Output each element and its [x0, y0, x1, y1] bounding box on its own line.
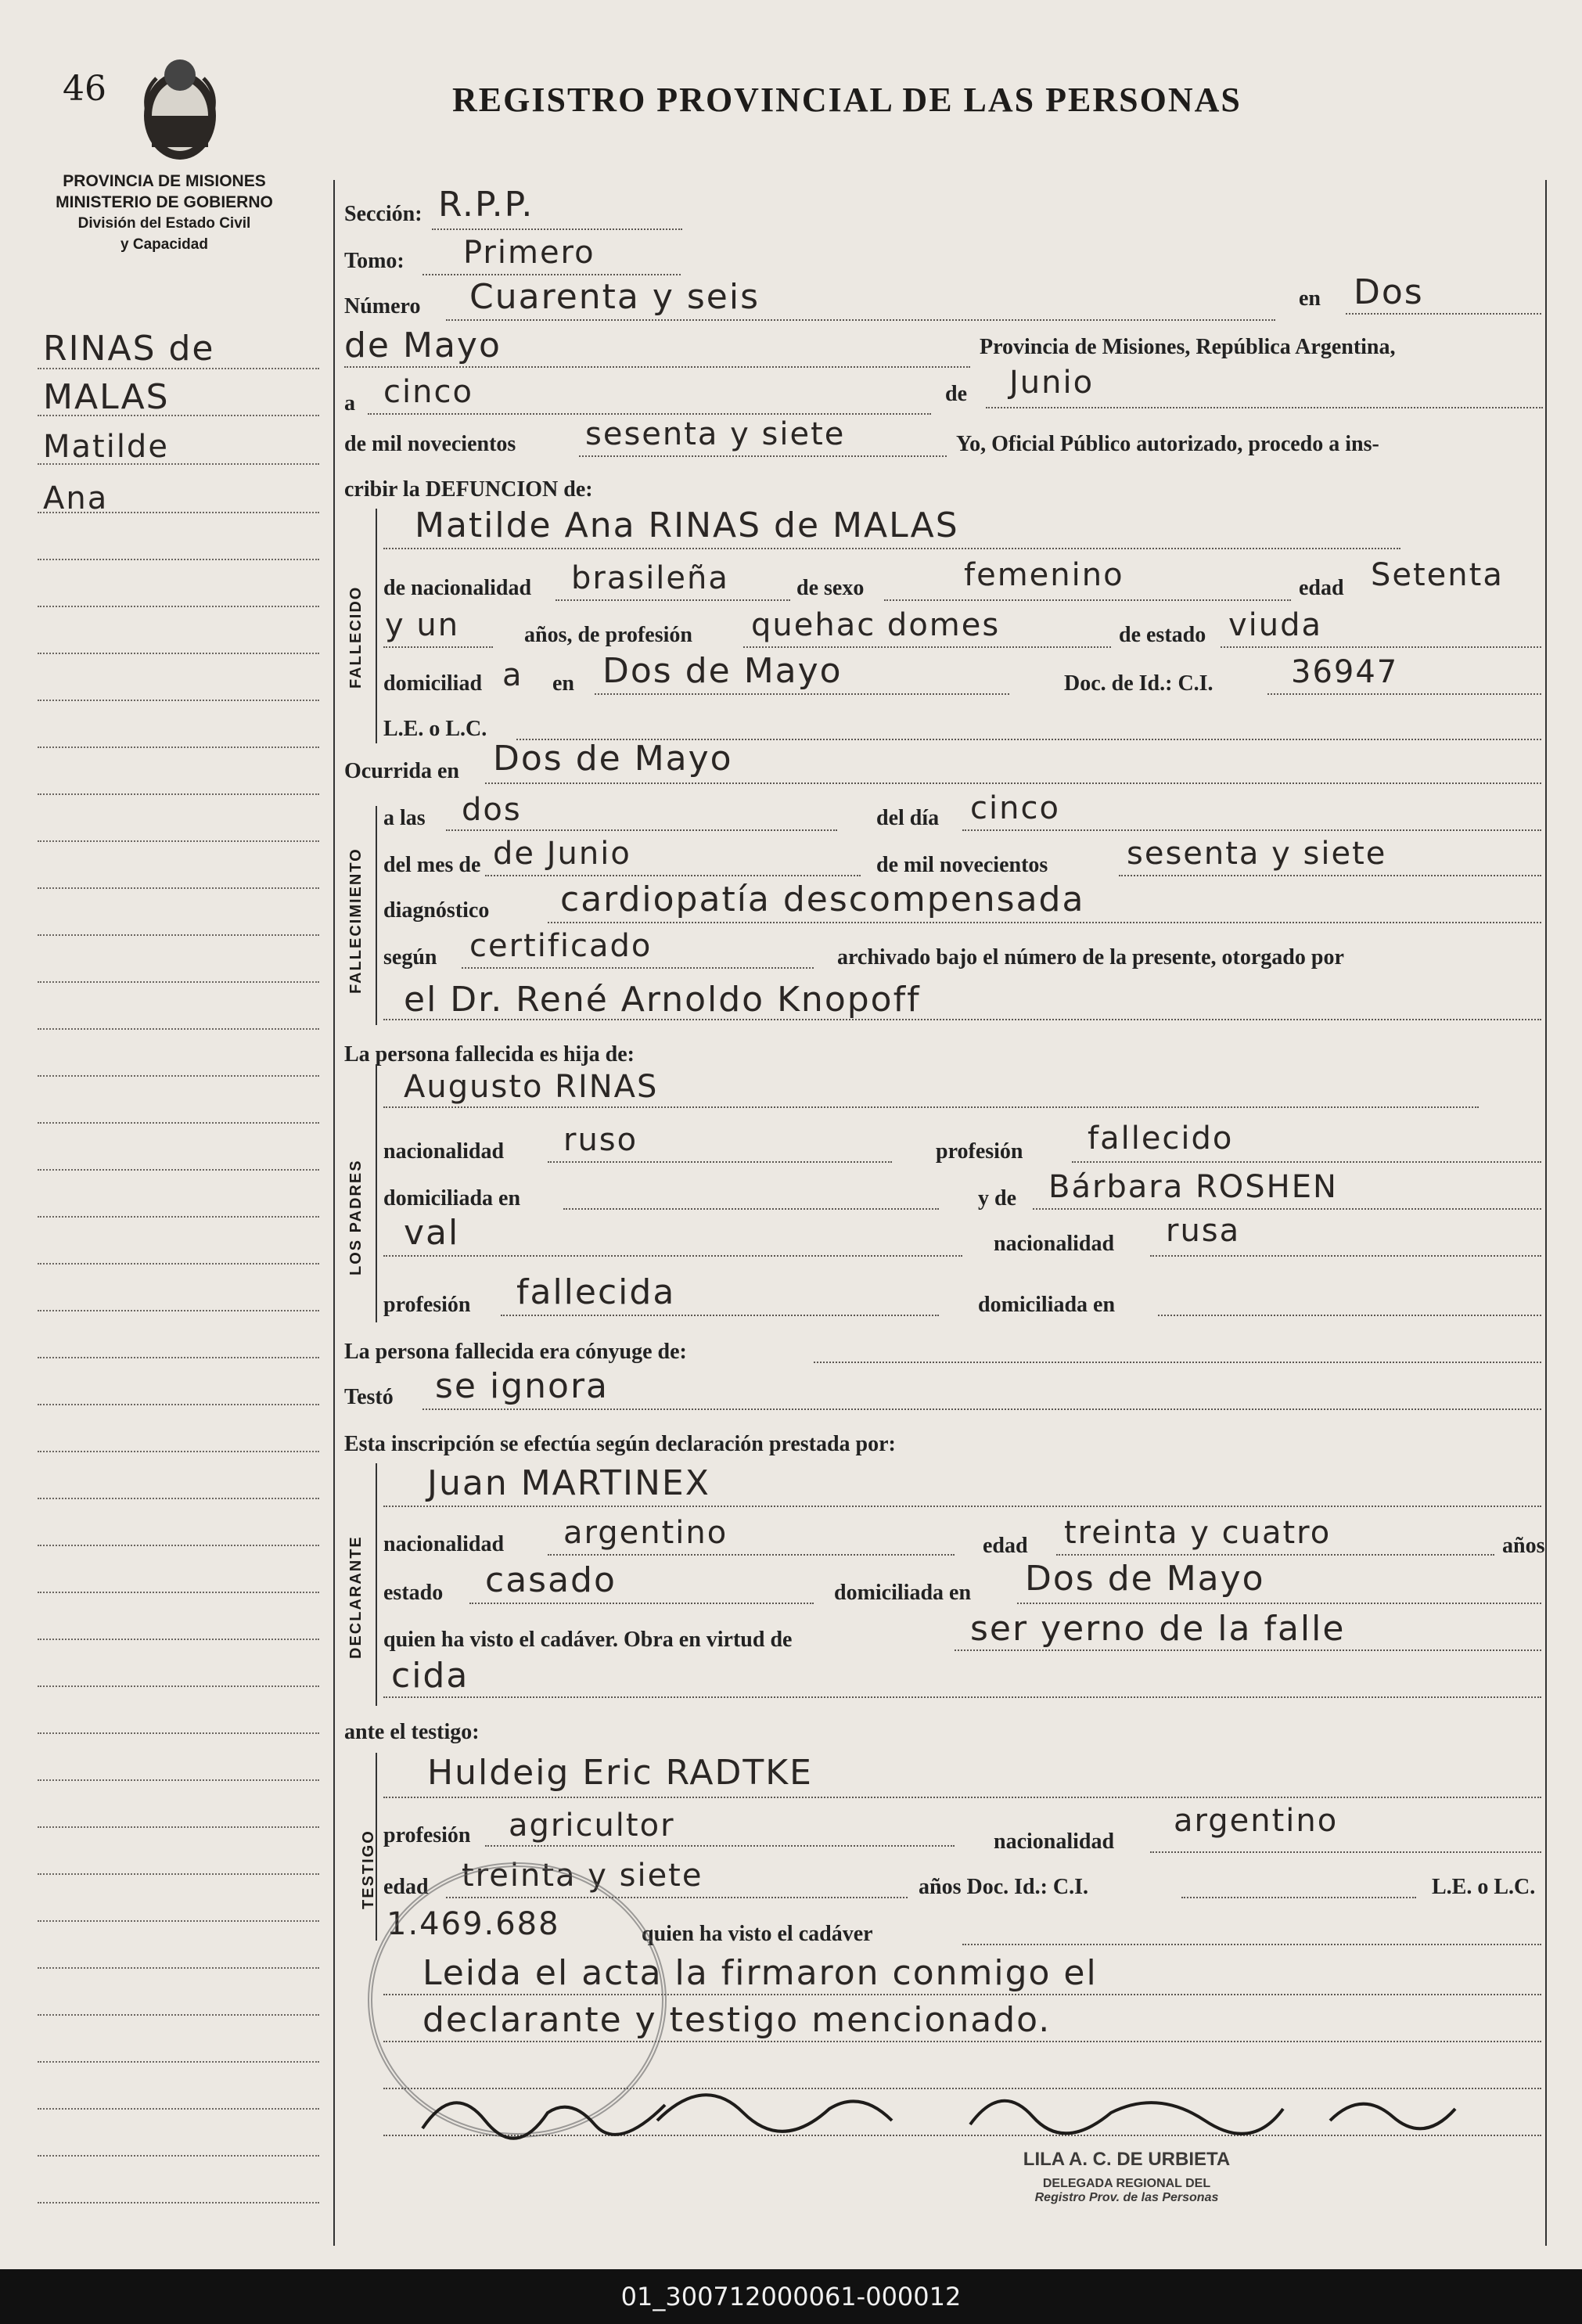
label-edad: edad [1299, 576, 1344, 600]
image-caption: 01_300712000061-000012 [0, 2269, 1582, 2324]
label-del-mes: del mes de [383, 853, 481, 877]
value-en-cont: de Mayo [344, 326, 502, 365]
label-le-lc: L.E. o L.C. [383, 717, 487, 741]
label-seccion: Sección: [344, 202, 422, 226]
label-le-o-lc: L.E. o L.C. [1432, 1875, 1536, 1899]
value-numero: Cuarenta y seis [469, 277, 760, 317]
value-anio: sesenta y siete [585, 416, 846, 452]
value-ocurrida: Dos de Mayo [493, 739, 733, 779]
value-decl-edad: treinta y cuatro [1064, 1515, 1332, 1551]
label-estado-decl: estado [383, 1581, 444, 1605]
stamp-office: Registro Prov. de las Personas [1034, 2191, 1219, 2204]
value-en: Dos [1354, 272, 1424, 312]
margin-note-line: Ana [43, 480, 109, 516]
value-anio-f: sesenta y siete [1127, 836, 1387, 872]
value-test-prof: agricultor [509, 1808, 675, 1844]
side-label-fallecido: FALLECIDO [347, 585, 365, 689]
label-profesion-test: profesión [383, 1823, 471, 1847]
label-yo: Yo, Oficial Público autorizado, procedo a ins- [956, 432, 1379, 456]
label-de-mil-nov: de mil novecientos [876, 853, 1048, 877]
label-diagnostico: diagnóstico [383, 898, 490, 923]
value-profesion: quehac domes [751, 607, 1001, 643]
label-hija-de: La persona fallecida es hija de: [344, 1042, 635, 1067]
value-hora: dos [462, 792, 522, 828]
value-testigo: Huldeig Eric RADTKE [427, 1753, 813, 1793]
block-bracket [376, 509, 377, 743]
value-testo: se ignora [435, 1366, 609, 1406]
page-number: 46 [63, 69, 106, 109]
label-archivado: archivado bajo el número de la presente, otorgado por [837, 945, 1344, 970]
value-seccion: R.P.P. [438, 185, 534, 225]
label-quien-visto: quien ha visto el cadáver. Obra en virtud de [383, 1628, 793, 1652]
value-tomo: Primero [463, 235, 595, 271]
label-a: a [344, 391, 355, 416]
label-doc-id: Doc. de Id.: C.I. [1064, 671, 1213, 696]
value-decl-estado: casado [485, 1560, 617, 1600]
value-estado: viuda [1228, 607, 1323, 643]
label-domiciliad: domiciliad [383, 671, 483, 696]
value-padre-nac: ruso [563, 1122, 638, 1158]
side-label-testigo: TESTIGO [360, 1829, 377, 1909]
label-ante-testigo: ante el testigo: [344, 1720, 480, 1744]
value-decl-nac: argentino [563, 1515, 728, 1551]
label-a-las: a las [383, 806, 426, 830]
office-header [31, 171, 297, 255]
label-nacionalidad-madre: nacionalidad [994, 1232, 1115, 1256]
value-sexo: femenino [964, 557, 1124, 593]
right-border [1545, 180, 1547, 2246]
block-bracket [376, 1463, 377, 1706]
side-label-padres: LOS PADRES [347, 1159, 365, 1275]
label-provincia: Provincia de Misiones, República Argentina, [980, 335, 1396, 359]
label-nacionalidad-decl: nacionalidad [383, 1532, 505, 1556]
value-domiciliad-suffix: a [502, 657, 523, 693]
office-line: PROVINCIA DE MISIONES [63, 172, 266, 190]
label-anos-decl: años [1502, 1534, 1545, 1558]
margin-divider [333, 180, 335, 2246]
value-madre-prof: fallecida [516, 1272, 676, 1312]
value-madre-cont: val [404, 1213, 460, 1253]
label-y-de: y de [978, 1186, 1016, 1211]
stamp-role: DELEGADA REGIONAL DEL [1042, 2177, 1211, 2190]
label-edad-test: edad [383, 1875, 429, 1899]
value-decl-vinculo: ser yerno de la falle [970, 1609, 1346, 1649]
label-de-sexo: de sexo [796, 576, 865, 600]
label-domiciliada-padre: domiciliada en [383, 1186, 521, 1211]
value-segun: certificado [469, 928, 653, 964]
label-profesion-madre: profesión [383, 1293, 471, 1317]
label-numero: Número [344, 294, 421, 318]
side-label-fallecimiento: FALLECIMIENTO [347, 847, 365, 994]
office-line: y Capacidad [120, 236, 208, 253]
value-edad: Setenta [1371, 557, 1504, 593]
label-de: de [945, 382, 967, 406]
document-title: REGISTRO PROVINCIAL DE LAS PERSONAS [452, 81, 1242, 119]
value-test-ci: 1.469.688 [387, 1906, 560, 1942]
label-ocurrida: Ocurrida en [344, 759, 459, 783]
label-domiciliada-decl: domiciliada en [834, 1581, 972, 1605]
value-padre: Augusto RINAS [404, 1069, 659, 1105]
label-edad-decl: edad [983, 1534, 1028, 1558]
office-line: División del Estado Civil [77, 215, 251, 232]
value-test-edad: treinta y siete [462, 1858, 703, 1894]
value-diagnostico: cardiopatía descompensada [560, 880, 1085, 919]
value-nombre: Matilde Ana RINAS de MALAS [415, 505, 959, 545]
value-medico: el Dr. René Arnoldo Knopoff [404, 980, 921, 1020]
label-testo: Testó [344, 1385, 394, 1409]
value-edad-cont: y un [385, 607, 460, 643]
coat-of-arms [133, 47, 227, 164]
label-inscripcion: Esta inscripción se efectúa según declaración prestada por: [344, 1432, 896, 1456]
value-madre: Bárbara ROSHEN [1048, 1169, 1338, 1205]
value-cierre-2: declarante y testigo mencionado. [422, 2000, 1052, 2040]
value-mes-f: de Junio [493, 836, 631, 872]
value-cierre-1: Leida el acta la firmaron conmigo el [422, 1953, 1098, 1993]
value-nacionalidad: brasileña [571, 560, 729, 596]
value-dia: cinco [383, 374, 473, 410]
value-madre-nac: rusa [1166, 1213, 1241, 1249]
value-ci: 36947 [1291, 654, 1399, 690]
label-de-nacionalidad: de nacionalidad [383, 576, 532, 600]
label-nacionalidad-test: nacionalidad [994, 1829, 1115, 1854]
label-del-dia: del día [876, 806, 940, 830]
label-profesion-padre: profesión [936, 1139, 1023, 1164]
office-line: MINISTERIO DE GOBIERNO [56, 193, 273, 211]
value-dia-f: cinco [970, 790, 1060, 826]
label-anos-doc: años Doc. Id.: C.I. [919, 1875, 1089, 1899]
label-tomo: Tomo: [344, 249, 404, 273]
value-decl-domicilio: Dos de Mayo [1025, 1559, 1265, 1599]
value-padre-prof: fallecido [1088, 1121, 1234, 1157]
label-cribir: cribir la DEFUNCION de: [344, 477, 593, 502]
label-quien-visto-test: quien ha visto el cadáver [642, 1922, 873, 1946]
registrar-stamp [962, 2149, 1291, 2205]
value-domicilio: Dos de Mayo [602, 651, 843, 691]
label-conyuge: La persona fallecida era cónyuge de: [344, 1340, 687, 1364]
label-en: en [1299, 286, 1321, 311]
value-mes: Junio [1009, 365, 1095, 401]
label-segun: según [383, 945, 437, 970]
side-label-declarante: DECLARANTE [347, 1535, 365, 1659]
label-domiciliada-madre: domiciliada en [978, 1293, 1116, 1317]
label-de-mil: de mil novecientos [344, 432, 516, 456]
label-en-domicilio: en [552, 671, 574, 696]
block-bracket [376, 1064, 377, 1322]
label-nacionalidad-padre: nacionalidad [383, 1139, 505, 1164]
label-anos-profesion: años, de profesión [524, 623, 692, 647]
value-decl-vinculo-cont: cida [391, 1656, 469, 1696]
margin-note-line: MALAS [43, 377, 170, 417]
value-test-nac: argentino [1174, 1803, 1339, 1839]
value-declarante: Juan MARTINEX [427, 1463, 710, 1503]
block-bracket [376, 806, 377, 1025]
label-de-estado: de estado [1119, 623, 1206, 647]
margin-note-line: Matilde [43, 429, 169, 465]
margin-note-line: RINAS de [43, 329, 215, 369]
stamp-name: LILA A. C. DE URBIETA [1023, 2149, 1231, 2170]
